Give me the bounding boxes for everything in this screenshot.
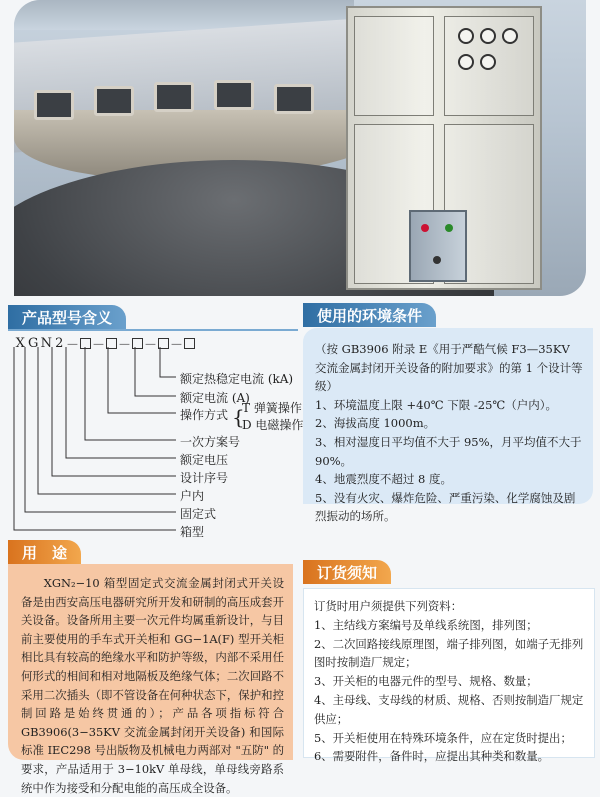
model-placeholder-box bbox=[106, 338, 117, 349]
label-operation-mode: 操作方式 bbox=[180, 408, 229, 422]
label-rated-current: 额定电流 (A) bbox=[180, 391, 250, 405]
env-line: （按 GB3906 附录 E《用于严酷气候 F3—35KV 交流金属封闭开关设备的附加要求》的第 1 个设计等级） bbox=[315, 342, 583, 394]
model-char: X bbox=[15, 336, 26, 351]
divider bbox=[8, 329, 298, 331]
model-char: G bbox=[28, 336, 39, 351]
label-box-type: 箱型 bbox=[180, 525, 205, 539]
label-primary-scheme: 一次方案号 bbox=[180, 435, 241, 449]
model-separator: － bbox=[170, 338, 184, 353]
model-separator: － bbox=[92, 338, 106, 353]
model-placeholder-box bbox=[132, 338, 143, 349]
order-line: 1、主结线方案编号及单线系统图，排列图； bbox=[314, 617, 538, 632]
model-separator: － bbox=[144, 338, 158, 353]
operation-box bbox=[409, 210, 467, 282]
label-spring-operation: T 弹簧操作 bbox=[242, 401, 302, 415]
label-thermal-current: 额定热稳定电流 (kA) bbox=[180, 372, 294, 386]
section-title-model: 产品型号含义 bbox=[8, 305, 126, 329]
label-design-serial: 设计序号 bbox=[180, 471, 229, 485]
model-separator: － bbox=[118, 338, 132, 353]
model-placeholder-box bbox=[184, 338, 195, 349]
env-line: 5、没有火灾、爆炸危险、严重污染、化学腐蚀及剧烈振动的场所。 bbox=[315, 490, 576, 524]
label-indoor: 户内 bbox=[180, 489, 205, 503]
order-line: 订货时用户须提供下列资料： bbox=[314, 599, 463, 613]
order-line: 6、需要附件，备件时，应提出其种类和数量。 bbox=[314, 749, 550, 764]
ordering-box bbox=[303, 588, 595, 764]
model-char: 2 bbox=[55, 336, 64, 351]
model-char: N bbox=[40, 336, 53, 351]
monitor bbox=[214, 80, 254, 110]
monitor bbox=[94, 86, 134, 116]
environment-box bbox=[303, 328, 593, 524]
order-line: 5、开关柜使用在特殊环境条件，应在定货时提出； bbox=[314, 730, 572, 745]
section-title-ordering: 订货须知 bbox=[303, 560, 391, 584]
label-electromagnetic-operation: D 电磁操作 bbox=[242, 418, 304, 432]
label-rated-voltage: 额定电压 bbox=[180, 453, 229, 467]
order-line: 4、主母线、支母线的材质、规格、否则按制造厂规定供应； bbox=[314, 692, 584, 726]
order-line: 3、开关柜的电器元件的型号、规格、数量； bbox=[314, 674, 538, 689]
model-placeholder-box bbox=[80, 338, 91, 349]
env-line: 3、相对湿度日平均值不大于 95%，月平均值不大于 90%。 bbox=[315, 434, 582, 468]
section-title-usage: 用 途 bbox=[8, 540, 81, 564]
label-fixed-type: 固定式 bbox=[180, 507, 217, 521]
section-title-environment: 使用的环境条件 bbox=[303, 303, 436, 327]
model-code bbox=[14, 334, 196, 353]
monitor bbox=[154, 82, 194, 112]
switchgear-photo bbox=[14, 0, 586, 296]
env-line: 4、地震烈度不超过 8 度。 bbox=[315, 472, 452, 487]
model-placeholder-box bbox=[158, 338, 169, 349]
monitor bbox=[274, 84, 314, 114]
monitor bbox=[34, 90, 74, 120]
order-line: 2、二次回路接线原理图，端子排列图，如端子无排列图时按制造厂规定； bbox=[314, 636, 584, 670]
brace: { bbox=[232, 405, 245, 429]
model-char: － bbox=[66, 338, 80, 353]
env-line: 2、海拔高度 1000m。 bbox=[315, 416, 436, 431]
usage-box bbox=[8, 564, 293, 795]
env-line: 1、环境温度上限 +40℃ 下限 -25℃（户内）。 bbox=[315, 397, 558, 412]
usage-text: XGN₂−10 箱型固定式交流金属封闭式开关设备是由西安高压电器研究所开发和研制的高压成套开关设备。设备所用主要一次元件均属重新设计，与目前主要使用的手车式开关柜和 GG−1A(F) 型开关柜相比具有较高的绝缘水平和防护等级，内部不采用任何形式的相间和相对地隔板及绝缘气体；二次回路不采用二次插头（即不管设备在何种状态下，保护和控制回路是始终贯通的）；产品各项指标符合 GB3906(3−35KV 交流金属封闭开关设备) 和国际标准 IEC298 号出版物及机械电力两部对 "五防" 的要求，产品适用于 3−10kV 单母线，单母线旁路系统中作为接受和分配电能的高压成全设备。 bbox=[21, 576, 284, 795]
